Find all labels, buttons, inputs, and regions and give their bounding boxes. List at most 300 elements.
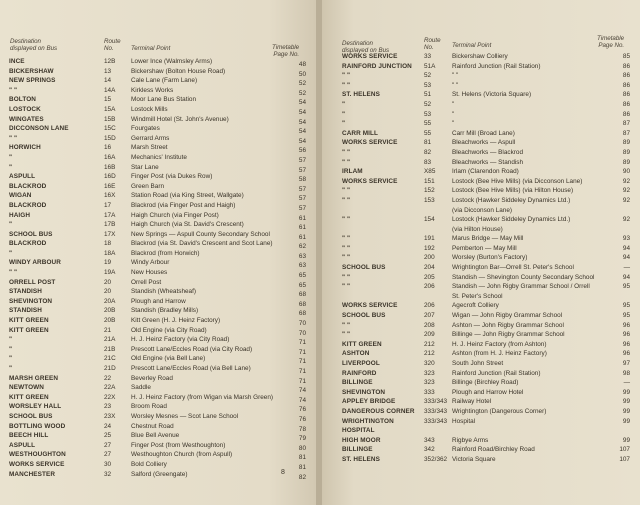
l-row-13-term: Green Barn (131, 182, 165, 190)
r-row-3-page: 86 (622, 81, 630, 89)
r-row-35-term: Plough and Harrow Hotel (452, 388, 524, 396)
l-row-40-route: 27 (104, 441, 112, 449)
r-row-10-term: Bleachworks — Blackrod (452, 148, 524, 156)
r-row-16-term: (via Dicconson Lane) (452, 206, 513, 214)
r-row-34-page: — (623, 379, 630, 387)
l-row-42-dest: WORKS SERVICE (9, 460, 65, 468)
l-row-16-dest: HAIGH (9, 211, 31, 219)
r-row-37-term: Wrightington (Dangerous Corner) (452, 407, 547, 415)
r-row-31-page: 96 (622, 350, 630, 358)
l-row-12-page: 58 (298, 176, 306, 184)
r-row-1-page: 86 (622, 62, 630, 70)
l-row-10-dest: " (9, 153, 13, 161)
r-row-17-term: Lostock (Hawker Siddeley Dynamics Ltd.) (452, 216, 571, 224)
l-row-2-route: 14 (104, 77, 112, 85)
r-row-39-page (610, 426, 630, 436)
l-row-4-page: 54 (298, 99, 306, 107)
l-row-27-page: 70 (298, 320, 306, 328)
l-row-13-route: 16E (104, 182, 116, 190)
r-row-37-dest: DANGEROUS CORNER (342, 407, 415, 415)
r-row-18-dest (342, 225, 415, 235)
r-row-1-route: 51A (424, 62, 436, 70)
l-row-7-term: Fourgates (131, 125, 160, 133)
r-row-23-dest: " " (342, 273, 351, 281)
l-row-4-route: 15 (104, 96, 112, 104)
l-row-0-page: 48 (298, 61, 306, 68)
r-row-12-term: Irlam (Clarendon Road) (452, 168, 519, 176)
l-row-33-dest: MARSH GREEN (9, 374, 59, 382)
left-route-column (104, 57, 116, 479)
l-row-31-page: 71 (298, 358, 306, 366)
r-row-4-term: St. Helens (Victoria Square) (452, 91, 532, 99)
r-row-19-page: 93 (622, 235, 630, 243)
l-row-14-page: 57 (298, 195, 306, 203)
r-row-5-dest: " (342, 100, 346, 108)
r-row-21-route: 200 (424, 254, 435, 262)
r-row-32-term: South John Street (452, 360, 504, 367)
r-row-25-dest (342, 292, 415, 302)
l-row-9-term: Marsh Street (131, 144, 168, 152)
l-row-1-route: 13 (104, 67, 112, 75)
l-row-40-page: 80 (298, 444, 306, 452)
l-row-29-dest: " (9, 336, 13, 344)
r-row-28-dest: " " (342, 321, 351, 329)
r-row-3-route: 53 (424, 81, 432, 89)
l-row-6-route: 15B (104, 115, 116, 123)
terminal-header-right-label: Terminal Point (452, 42, 492, 49)
r-row-2-dest: " " (342, 72, 351, 80)
r-row-22-page: — (623, 264, 630, 272)
r-row-42-dest: ST. HELENS (342, 455, 380, 463)
r-row-24-page: 95 (622, 283, 630, 291)
r-row-8-dest: CARR MILL (342, 129, 379, 137)
l-row-4-dest: BOLTON (9, 96, 36, 104)
r-row-24-term: Standish — John Rigby Grammar School / Orrell (452, 283, 590, 291)
r-row-2-term: " " (452, 72, 459, 80)
r-row-23-page: 94 (622, 273, 630, 281)
r-row-26-route: 206 (424, 302, 435, 310)
l-row-12-term: Finger Post (via Dukes Row) (131, 173, 213, 181)
l-row-26-page: 68 (298, 310, 306, 318)
l-row-42-route: 30 (104, 460, 112, 468)
l-row-16-route: 17A (104, 211, 116, 219)
r-row-10-dest: " " (342, 148, 351, 156)
l-row-20-page: 63 (298, 252, 306, 260)
terminal-header (131, 45, 170, 52)
l-row-30-page: 71 (298, 348, 306, 356)
l-row-7-page: 54 (298, 128, 306, 136)
r-row-27-route: 207 (424, 312, 435, 320)
l-row-34-route: 22A (104, 384, 116, 392)
l-row-21-dest: WINDY ARBOUR (9, 259, 61, 267)
r-row-21-page: 94 (622, 254, 630, 262)
l-row-32-dest: " (9, 365, 13, 372)
r-row-24-route: 206 (424, 283, 435, 291)
r-row-36-route: 333/343 (424, 398, 448, 406)
r-row-15-page: 92 (622, 196, 630, 204)
l-row-35-page: 74 (298, 396, 306, 404)
right-terminal-column (452, 52, 594, 465)
r-row-13-route: 151 (424, 177, 435, 185)
l-row-37-dest: SCHOOL BUS (9, 412, 53, 420)
r-row-14-term: Lostock (Bee Hive Mills) (via Hilton House) (452, 187, 574, 195)
r-row-34-term: Billinge (Birchley Road) (452, 379, 519, 387)
l-row-35-term: H. J. Heinz Factory (from Wigan via Marsh Green) (131, 393, 274, 401)
l-row-33-route: 22 (104, 374, 112, 382)
r-row-41-route: 342 (424, 446, 435, 454)
destination-header-line1: Destination (10, 38, 41, 45)
route-header-right-line1: Route (424, 37, 441, 44)
l-row-28-term: Old Engine (via City Road) (131, 326, 207, 334)
destination-header-line2: displayed on Bus (10, 45, 58, 52)
r-row-33-page: 98 (622, 369, 630, 377)
l-row-15-dest: BLACKROD (9, 201, 47, 209)
r-row-37-page: 99 (622, 407, 630, 415)
r-row-9-term: Bleachworks — Aspull (452, 139, 516, 147)
r-row-14-route: 152 (424, 187, 435, 195)
r-row-38-route: 333/343 (424, 417, 448, 425)
r-row-1-dest: RAINFORD JUNCTION (342, 62, 412, 70)
r-row-25-term: St. Peter's School (452, 292, 503, 300)
l-row-18-term: New Springs — Aspull County Secondary School (131, 230, 270, 238)
destination-header-right-line1: Destination (342, 40, 373, 47)
l-row-0-term: Lower Ince (Walmsley Arms) (131, 58, 213, 65)
l-row-3-dest: " " (9, 86, 18, 94)
l-row-23-page: 65 (298, 281, 306, 289)
l-row-8-page: 54 (298, 137, 306, 145)
r-row-11-term: Bleachworks — Standish (452, 158, 524, 166)
r-row-6-dest: " (342, 110, 346, 118)
r-row-29-route: 209 (424, 331, 435, 339)
l-row-1-page: 50 (298, 70, 306, 78)
l-row-22-page: 65 (298, 272, 306, 280)
r-row-38-term: Hospital (452, 417, 476, 425)
r-row-4-route: 51 (424, 91, 432, 99)
r-row-28-page: 96 (622, 321, 630, 329)
r-row-22-route: 204 (424, 264, 435, 272)
l-row-18-page: 61 (298, 233, 306, 241)
l-row-10-term: Mechanics' Institute (131, 153, 187, 161)
l-row-11-route: 16B (104, 163, 116, 171)
l-row-17-page: 61 (298, 224, 306, 232)
right-page (322, 0, 640, 505)
l-row-2-term: Cale Lane (Farm Lane) (131, 77, 198, 85)
l-row-29-route: 21A (104, 336, 116, 344)
timetable-header-right-line2: Page No. (598, 42, 625, 49)
r-row-6-page: 86 (622, 110, 630, 118)
r-row-35-page: 99 (622, 388, 630, 396)
l-row-21-page: 63 (298, 262, 306, 270)
r-row-23-term: Standish — Shevington County Secondary School (452, 273, 595, 281)
r-row-29-page: 96 (622, 331, 630, 339)
r-row-31-term: Ashton (from H. J. Heinz Factory) (452, 350, 547, 358)
l-row-25-page: 68 (298, 300, 306, 308)
l-row-7-dest: DICCONSON LANE (9, 125, 69, 133)
r-row-27-term: Wigan — John Rigby Grammar School (452, 312, 563, 320)
r-row-20-dest: " " (342, 244, 351, 252)
r-row-25-page (610, 292, 630, 302)
l-row-30-term: Prescott Lane/Eccles Road (via City Road) (131, 345, 253, 353)
r-row-34-dest: BILLINGE (342, 379, 373, 387)
l-row-19-route: 18 (104, 240, 112, 248)
r-row-29-dest: " " (342, 331, 351, 339)
route-header-line1: Route (104, 38, 121, 45)
r-row-18-term: (via Hilton House) (452, 225, 503, 233)
r-row-12-dest: IRLAM (342, 168, 363, 176)
l-row-1-term: Bickershaw (Bolton House Road) (131, 67, 226, 75)
l-row-40-term: Finger Post (from Westhoughton) (131, 441, 226, 449)
r-row-17-route: 154 (424, 216, 435, 224)
l-row-32-page: 71 (298, 368, 306, 375)
r-row-31-dest: ASHTON (342, 350, 370, 358)
l-row-15-page: 57 (298, 204, 306, 212)
route-header-right-line2: No. (424, 44, 434, 51)
l-row-7-route: 15C (104, 125, 116, 133)
r-row-33-term: Rainford Junction (Rail Station) (452, 369, 541, 377)
l-row-19-page: 62 (298, 243, 306, 251)
l-row-34-dest: NEWTOWN (9, 384, 45, 392)
l-row-11-page: 57 (298, 166, 306, 174)
l-row-20-dest: " (9, 249, 13, 257)
l-row-35-route: 22X (104, 393, 116, 401)
l-row-14-dest: WIGAN (9, 192, 32, 200)
right-route-column (424, 52, 447, 465)
r-row-29-term: Billinge — John Rigby Grammar School (452, 331, 565, 339)
r-row-20-route: 192 (424, 244, 435, 252)
l-row-30-dest: " (9, 345, 13, 353)
r-row-33-route: 323 (424, 369, 435, 377)
l-row-22-dest: " " (9, 269, 18, 277)
l-row-0-dest: INCE (9, 58, 25, 65)
r-row-0-page: 85 (622, 53, 630, 60)
r-row-28-route: 208 (424, 321, 435, 329)
l-row-12-route: 16D (104, 173, 116, 181)
l-row-42-term: Bold Colliery (131, 460, 167, 468)
timetable-header-right-line1: Timetable (597, 35, 625, 42)
l-row-3-page: 52 (298, 89, 306, 97)
r-row-33-dest: RAINFORD (342, 369, 377, 377)
l-row-33-page: 71 (298, 377, 306, 385)
r-row-24-dest: " " (342, 283, 351, 291)
r-row-5-page: 86 (622, 100, 630, 108)
l-row-26-term: Standish (Bradley Mills) (131, 307, 199, 315)
l-row-28-dest: KITT GREEN (9, 326, 49, 334)
l-row-25-term: Plough and Harrow (131, 297, 186, 305)
l-row-8-route: 15D (104, 134, 116, 142)
l-row-27-term: Kitt Green (H. J. Heinz Factory) (131, 317, 221, 325)
l-row-9-page: 56 (298, 147, 306, 155)
l-row-26-dest: STANDISH (9, 307, 42, 315)
l-row-41-term: Westhoughton Church (from Aspull) (131, 451, 233, 459)
l-row-41-dest: WESTHOUGHTON (9, 451, 66, 459)
l-row-12-dest: ASPULL (9, 173, 36, 181)
l-row-37-term: Worsley Mesnes — Scot Lane School (131, 412, 239, 420)
left-terminal-column (131, 57, 273, 479)
l-row-20-route: 18A (104, 249, 116, 257)
l-row-36-term: Broom Road (131, 403, 167, 411)
l-row-2-page: 52 (298, 80, 306, 88)
l-row-30-route: 21B (104, 345, 116, 353)
r-row-34-route: 323 (424, 379, 435, 387)
r-row-41-term: Rainford Road/Birchley Road (452, 446, 535, 454)
l-row-40-dest: ASPULL (9, 441, 36, 449)
r-row-8-term: Carr Mill (Broad Lane) (452, 129, 515, 137)
r-row-30-dest: KITT GREEN (342, 340, 382, 348)
l-row-17-route: 17B (104, 221, 116, 229)
l-row-25-dest: SHEVINGTON (9, 297, 53, 305)
l-row-21-route: 19 (104, 259, 112, 267)
l-row-41-route: 27 (104, 451, 112, 459)
l-row-33-term: Beverley Road (131, 374, 173, 382)
r-row-36-term: Railway Hotel (452, 398, 492, 406)
l-row-16-term: Haigh Church (via Finger Post) (131, 211, 219, 219)
l-row-43-term: Salford (Greengate) (131, 470, 188, 478)
r-row-13-dest: WORKS SERVICE (342, 177, 398, 185)
l-row-24-term: Standish (Wheatsheaf) (131, 288, 197, 296)
r-row-15-route: 153 (424, 196, 435, 204)
l-row-24-page: 68 (298, 291, 306, 299)
l-row-5-route: 15A (104, 105, 116, 113)
r-row-28-term: Ashton — John Rigby Grammar School (452, 321, 564, 329)
r-row-13-page: 92 (622, 177, 630, 185)
r-row-30-route: 212 (424, 340, 435, 348)
l-row-31-route: 21C (104, 355, 116, 363)
l-row-13-page: 57 (298, 185, 306, 193)
l-row-11-dest: " (9, 163, 13, 171)
r-row-40-term: Rigbye Arms (452, 436, 489, 444)
l-row-19-term: Blackrod (via St. David's Crescent and Scot Lane) (131, 240, 273, 248)
timetable-header-line2: Page No. (273, 51, 300, 58)
r-row-6-route: 53 (424, 110, 432, 118)
r-row-26-page: 95 (622, 302, 630, 310)
r-row-42-route: 352/362 (424, 455, 448, 463)
r-row-16-dest (342, 206, 415, 216)
r-row-38-page: 99 (622, 417, 630, 425)
r-row-27-dest: SCHOOL BUS (342, 312, 386, 320)
route-header-line2: No. (104, 45, 114, 52)
timetable-header (272, 44, 299, 58)
l-row-43-route: 32 (104, 470, 112, 478)
l-row-36-route: 23 (104, 403, 112, 411)
r-row-0-dest: WORKS SERVICE (342, 53, 398, 60)
r-row-35-dest: SHEVINGTON (342, 388, 386, 396)
l-row-6-term: Windmill Hotel (St. John's Avenue) (131, 115, 229, 123)
r-row-38-dest: WRIGHTINGTON (342, 417, 394, 425)
l-row-21-term: Windy Arbour (131, 259, 170, 267)
l-row-8-term: Gerrard Arms (131, 134, 170, 142)
l-row-39-route: 25 (104, 432, 112, 440)
r-row-2-page: 86 (622, 72, 630, 80)
l-row-42-page: 81 (298, 463, 306, 471)
l-row-11-term: Star Lane (131, 163, 159, 171)
l-row-22-route: 19A (104, 269, 116, 277)
l-row-9-dest: HORWICH (9, 144, 41, 152)
l-row-19-dest: BLACKROD (9, 240, 47, 248)
left-timetable-column (288, 60, 306, 482)
l-row-10-route: 16A (104, 153, 116, 161)
r-row-20-term: Pemberton — May Mill (452, 244, 517, 252)
l-row-39-dest: BEECH HILL (9, 432, 49, 440)
l-row-38-term: Chestnut Road (131, 422, 174, 430)
r-row-32-route: 320 (424, 360, 435, 367)
r-row-21-term: Worsley (Burton's Factory) (452, 254, 528, 262)
right-timetable-column (610, 52, 630, 465)
l-row-24-route: 20 (104, 288, 112, 296)
l-row-23-term: Orrell Post (131, 278, 162, 286)
route-header-right (424, 37, 441, 51)
l-row-17-term: Haigh Church (via St. David's Crescent) (131, 221, 244, 229)
r-row-30-term: H. J. Heinz Factory (from Ashton) (452, 340, 547, 348)
l-row-34-page: 74 (298, 387, 306, 395)
l-row-23-route: 20 (104, 278, 112, 286)
l-row-9-route: 16 (104, 144, 112, 152)
r-row-8-route: 55 (424, 129, 432, 137)
l-row-5-page: 54 (298, 108, 306, 116)
r-row-3-term: " " (452, 81, 459, 89)
r-row-40-route: 343 (424, 436, 435, 444)
r-row-19-dest: " " (342, 235, 351, 243)
l-row-38-route: 24 (104, 422, 112, 430)
r-row-18-route (424, 225, 447, 235)
l-row-28-route: 21 (104, 326, 112, 334)
r-row-3-dest: " " (342, 81, 351, 89)
l-row-29-term: H. J. Heinz Factory (via City Road) (131, 336, 230, 344)
r-row-13-term: Lostock (Bee Hive Mills) (via Dicconson Lane) (452, 177, 583, 185)
l-row-27-route: 20B (104, 317, 116, 325)
l-row-10-page: 57 (298, 156, 306, 164)
r-row-1-term: Rainford Junction (Rail Station) (452, 62, 541, 70)
r-row-5-route: 52 (424, 100, 432, 108)
r-row-7-page: 87 (622, 120, 630, 128)
l-row-3-route: 14A (104, 86, 116, 94)
l-row-6-page: 54 (298, 118, 306, 126)
l-row-26-route: 20B (104, 307, 116, 315)
l-row-3-term: Kirkless Works (131, 86, 174, 94)
l-row-4-term: Moor Lane Bus Station (131, 96, 197, 104)
r-row-9-route: 81 (424, 139, 432, 147)
l-row-17-dest: " (9, 221, 13, 229)
terminal-header-label: Terminal Point (131, 45, 171, 52)
left-page-number: 8 (281, 469, 285, 476)
l-row-41-page: 81 (298, 454, 306, 462)
l-row-0-route: 12B (104, 58, 116, 65)
r-row-32-dest: LIVERPOOL (342, 360, 380, 367)
r-row-11-page: 89 (622, 158, 630, 166)
r-row-14-dest: " " (342, 187, 351, 195)
r-row-4-page: 86 (622, 91, 630, 99)
l-row-37-route: 23X (104, 412, 116, 420)
l-row-6-dest: WINGATES (9, 115, 44, 123)
r-row-40-page: 99 (622, 436, 630, 444)
r-row-12-page: 90 (622, 168, 630, 176)
l-row-1-dest: BICKERSHAW (9, 67, 54, 75)
l-row-15-term: Blackrod (via Finger Post and Haigh) (131, 201, 236, 209)
l-row-27-dest: KITT GREEN (9, 317, 49, 325)
l-row-29-page: 71 (298, 339, 306, 347)
r-row-16-page (610, 206, 630, 216)
r-row-10-route: 82 (424, 148, 432, 156)
r-row-17-page: 92 (622, 216, 630, 224)
timetable-header-line1: Timetable (272, 44, 300, 51)
l-row-34-term: Saddle (131, 384, 151, 392)
l-row-8-dest: " " (9, 134, 18, 142)
r-row-39-dest: HOSPITAL (342, 427, 375, 435)
destination-header-right-line2: displayed on Bus (342, 47, 390, 54)
r-row-19-term: Marus Bridge — May Mill (452, 235, 524, 243)
r-row-19-route: 191 (424, 235, 435, 243)
r-row-0-route: 33 (424, 53, 432, 60)
l-row-15-route: 17 (104, 201, 112, 209)
